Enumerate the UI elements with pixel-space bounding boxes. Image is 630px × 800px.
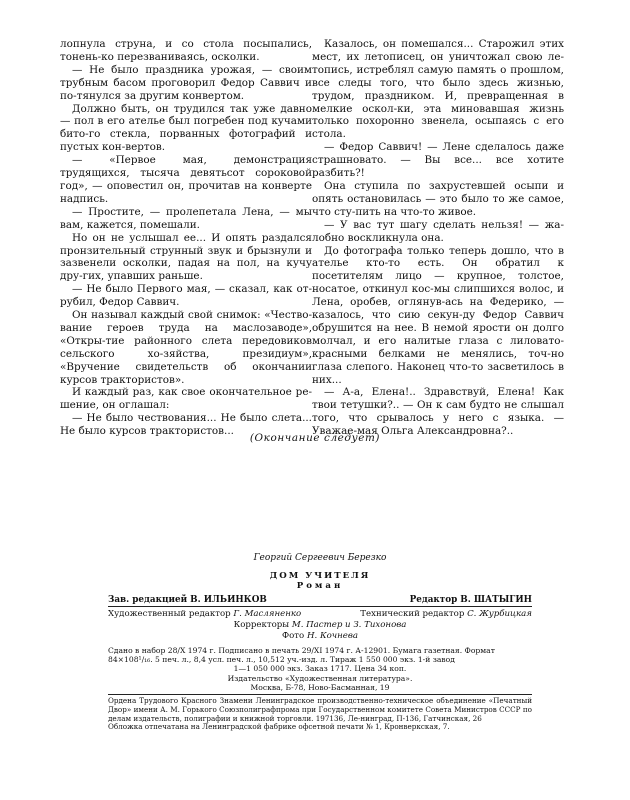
paragraph: Она ступила по захрустевшей осыпи и опять остановилась — это было то же самое, что сту-пить на что-то живое. bbox=[312, 179, 564, 218]
tech-editor-label: Технический редактор bbox=[360, 609, 465, 619]
paragraph: Но он не услышал ее... И опять раздался пронзительный струнный звук и брызнули и зазвенели осколки, падая на пол, на кучу дру-гих, упавших раньше. bbox=[60, 231, 312, 283]
imprint-block bbox=[108, 553, 532, 732]
chief-editor: Зав. редакцией В. ИЛЬИНКОВ bbox=[108, 595, 267, 605]
paragraph: лопнула струна, и со стола посыпались, тонень-ко перезваниваясь, осколки. bbox=[60, 38, 312, 63]
photo-label: Фото bbox=[282, 631, 305, 641]
cover-info: Обложка отпечатана на Ленинградской фабрике офсетной печати № 1, Кронверкская, 7. bbox=[108, 722, 450, 732]
paragraph: — Не было Первого мая, — сказал, как от-рубил, Федор Саввич. bbox=[60, 283, 312, 309]
paragraph: Казалось, он помешался... Старожил этих мест, их летописец, он уничтожал свою ле-топись, истреблял самую память о прошлом, все следы того, что было здесь жизнью, трудом, праздником. И, превращенная в мелкие оскол-ки, эта миновавшая жизнь только похоронно звенела, осыпаясь с его стола. bbox=[312, 38, 564, 141]
paragraph: — Не было праздника урожая, — своим трубным басом проговорил Федор Саввич и по-тянулся за другим конвертом. bbox=[60, 63, 312, 102]
author-name: Георгий Сергеевич Березко bbox=[253, 553, 387, 563]
tech-line: 84×108¹/₁₆. 5 печ. л., 8,4 усл. печ. л., 10,512 уч.-изд. л. Тираж 1 550 000 экз. 1-й завод bbox=[108, 655, 455, 665]
paragraph: — У вас тут шагу сделать нельзя! — жа-лобно воскликнула она. bbox=[312, 218, 564, 244]
publisher-address: Москва, Б-78, Ново-Басманная, 19 bbox=[250, 682, 390, 692]
paragraph: — Простите, — пролепетала Лена, — мы вам, кажется, помешали. bbox=[60, 205, 312, 231]
art-editor: Г. Масляненко bbox=[233, 609, 302, 619]
technical-details bbox=[108, 646, 532, 692]
paragraph: — Не было чествования... Не было слета... Не было курсов трактористов... bbox=[60, 412, 312, 438]
right-text-column bbox=[312, 38, 564, 438]
book-genre: Роман bbox=[296, 581, 344, 591]
tech-line: 1—1 050 000 экз. Заказ 1717. Цена 34 коп. bbox=[233, 664, 407, 674]
editors-row bbox=[108, 595, 532, 607]
publisher: Издательство «Художественная литература». bbox=[227, 673, 413, 683]
printer-info: Ордена Трудового Красного Знамени Ленинградское производственно-техническое объединение «Печатный Двор» имени А. М. Горького Союзполиграфпрома при Государственном комитете Совета Министров СССР по делам издательств, полиграфии и книжной торговли. 197136, Ле-нинград, П-136, Гатчинская, 26 bbox=[108, 696, 532, 723]
paragraph: До фотографа только теперь дошло, что в ателье кто-то есть. Он обратил к посетителям лицо — крупное, толстое, носатое, откинул кос-мы слипшихся волос, и Лена, оробев, оглянув-ась на Федерико, — казалось, что сию секун-ду Федор Саввич обрушится на нее. В немой ярости он долго молчал, и его налитые глаза с лиловато-красными белками не менялись, точ-но глаза слепого. Наконец что-то засветилось в них... bbox=[312, 244, 564, 386]
continuation-note: (Окончание следует) bbox=[249, 432, 381, 444]
paragraph: И каждый раз, как свое окончательное ре-шение, он оглашал: bbox=[60, 386, 312, 412]
editor: Редактор В. ШАТЫГИН bbox=[409, 595, 532, 605]
art-editor-label: Художественный редактор bbox=[108, 609, 231, 619]
tech-editor: С. Журбицкая bbox=[467, 609, 532, 619]
paragraph: — А-а, Елена!.. Здравствуй, Елена! Как твои тетушки?.. — Он к сам будто не слышал того, что срывалось у него с языка. — Уважае-мая Ольга Александровна?.. bbox=[312, 386, 564, 438]
paragraph: Должно быть, он трудился так уже давно — пол в его ателье был погребен под кучами бито-го стекла, порванных фотографий и пустых кон-вертов. bbox=[60, 102, 312, 154]
paragraph: — «Первое мая, демонстрация трудящихся, тысяча девятьсот сороковой год», — оповестил он, прочитав на конверте надпись. bbox=[60, 154, 312, 205]
proofreaders-label: Корректоры bbox=[233, 620, 290, 630]
book-title: ДОМ УЧИТЕЛЯ bbox=[269, 571, 371, 581]
paragraph: Он называл каждый свой снимок: «Чество-вание героев труда на маслозаводе», «Откры-тие районного слета передовиков сельского хо-зяйства, президиум», «Вручение свидетельств об окончании курсов трактористов». bbox=[60, 309, 312, 386]
left-text-column bbox=[60, 38, 312, 438]
photo-credit: Н. Кочнева bbox=[306, 631, 358, 641]
proofreaders: М. Пастер и З. Тихонова bbox=[291, 620, 407, 630]
divider bbox=[108, 694, 532, 695]
staff-credits bbox=[108, 609, 532, 642]
paragraph: — Федор Саввич! — Лене сделалось даже страшновато. — Вы все... все хотите разбить?! bbox=[312, 141, 564, 180]
tech-line: Сдано в набор 28/X 1974 г. Подписано в печать 29/XI 1974 г. А-12901. Бумага газетная. Формат bbox=[108, 646, 495, 655]
